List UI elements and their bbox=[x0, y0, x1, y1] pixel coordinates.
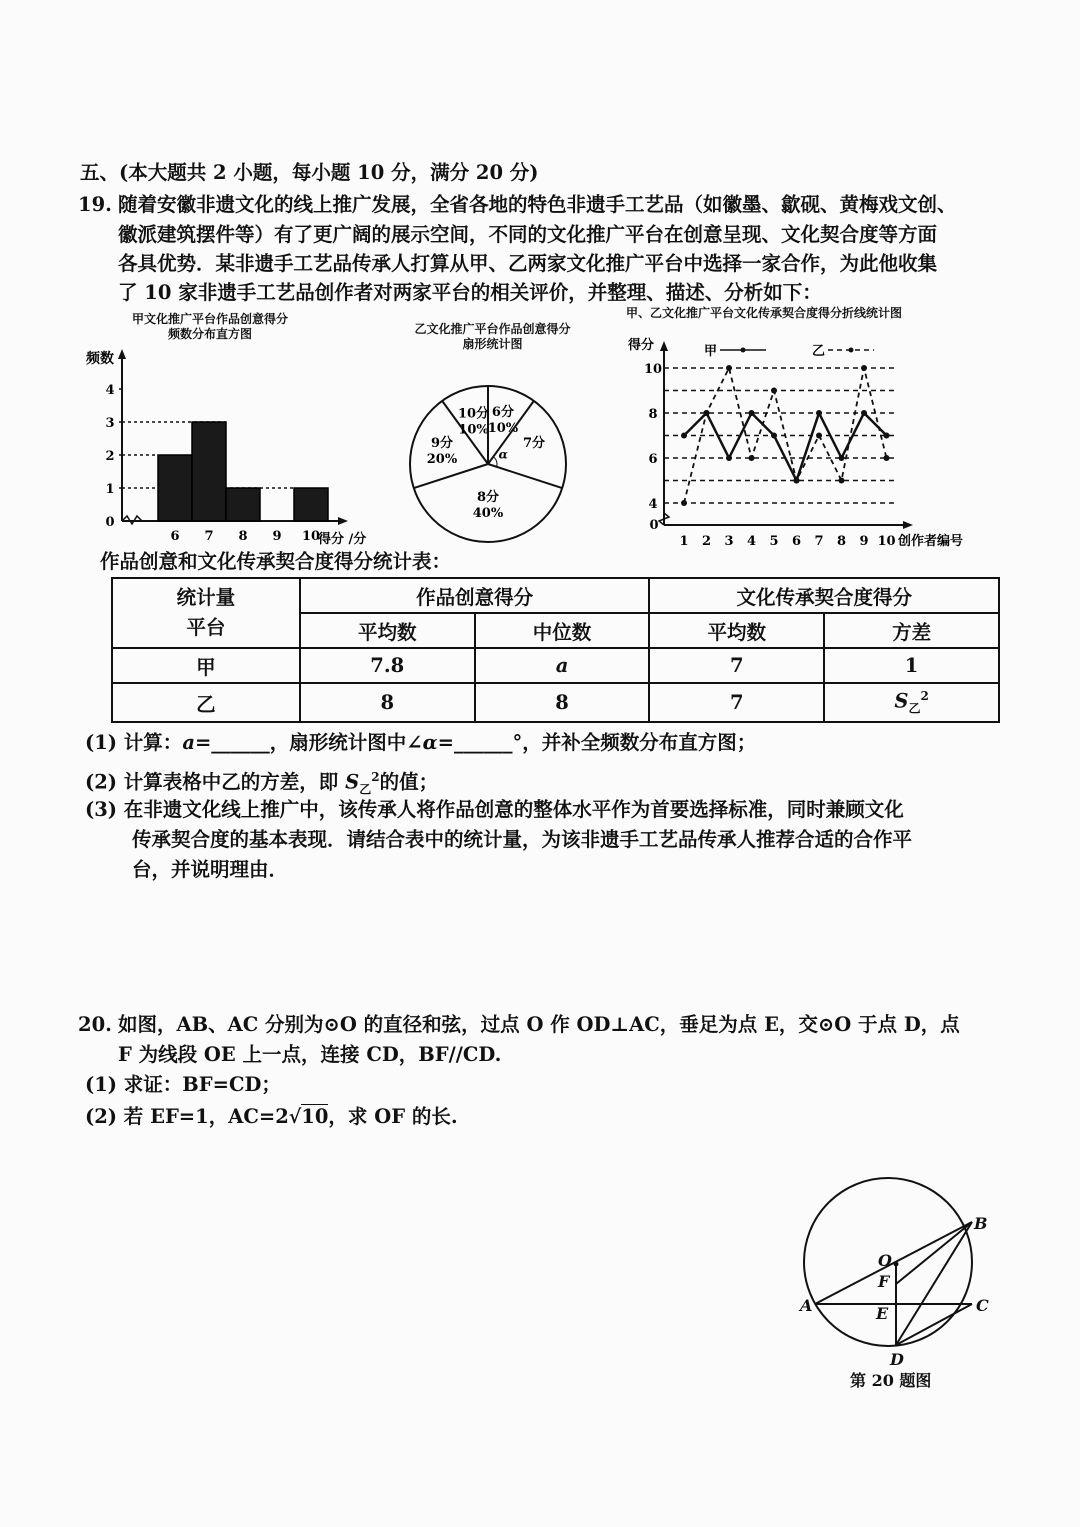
line-legend-label: 乙 bbox=[812, 344, 826, 359]
line-point bbox=[726, 455, 732, 461]
pie-slice-label: 10分 bbox=[457, 406, 490, 422]
cell: 1 bbox=[824, 648, 999, 683]
q19-line-2: 徽派建筑摆件等）有了更广阔的展示空间，不同的文化推广平台在创意呈现、文化契合度等方面 bbox=[118, 223, 938, 246]
pie-slice-percent: 10% bbox=[458, 422, 489, 438]
cell: 7 bbox=[649, 648, 824, 683]
line-chart bbox=[622, 325, 1022, 555]
line-point bbox=[884, 455, 890, 461]
line-xtick-label: 4 bbox=[746, 534, 757, 549]
histogram-ytick-label: 4 bbox=[105, 383, 115, 398]
histogram-bar bbox=[294, 488, 328, 521]
figure-caption: 第 20 题图 bbox=[850, 1371, 932, 1390]
pie-chart bbox=[400, 360, 580, 570]
diameter-ab bbox=[815, 1222, 972, 1304]
line-xtick-label: 6 bbox=[791, 534, 802, 549]
q20-sub1: (1) 求证：BF=CD； bbox=[85, 1073, 281, 1096]
pie-slice-border bbox=[414, 464, 488, 488]
line-point bbox=[726, 365, 732, 371]
histogram-xtick-label: 7 bbox=[204, 529, 214, 544]
subheader-variance: 方差 bbox=[824, 613, 999, 648]
pie-slice-border bbox=[488, 464, 562, 488]
q19-sub2: (2) 计算表格中乙的方差，即 $S_乙^2$的值； bbox=[85, 770, 439, 797]
label-a: A bbox=[800, 1296, 813, 1315]
histogram-title-line-1: 甲文化推广平台作品创意得分 bbox=[131, 312, 288, 326]
cell-variance: $S_乙^2$ bbox=[824, 683, 999, 722]
q20-line-1: 如图，AB、AC 分别为⊙O 的直径和弦，过点 O 作 OD⊥AC，垂足为点 E，交⊙O 于点 D，点 bbox=[118, 1013, 960, 1036]
pie-slice-percent: 40% bbox=[472, 506, 504, 521]
line-ytick-label: 6 bbox=[648, 452, 658, 467]
corner-top: 统计量 bbox=[176, 586, 236, 609]
line-xtick-label: 10 bbox=[877, 534, 896, 549]
q19-line-1: 随着安徽非遗文化的线上推广发展，全省各地的特色非遗手工艺品（如徽墨、歙砚、黄梅戏文创、 bbox=[118, 193, 957, 216]
line-x-arrow bbox=[903, 521, 913, 529]
cell: 7.8 bbox=[300, 648, 475, 683]
table-row bbox=[112, 683, 999, 722]
histogram-y-arrow bbox=[118, 349, 126, 359]
section-header: 五、(本大题共 2 小题，每小题 10 分，满分 20 分) bbox=[80, 161, 539, 184]
q20-line-2: F 为线段 OE 上一点，连接 CD，BF//CD. bbox=[118, 1043, 502, 1066]
row-platform: 乙 bbox=[112, 683, 300, 722]
line-point bbox=[771, 433, 777, 439]
line-point bbox=[681, 433, 687, 439]
q20-sub2: (2) 若 EF=1，AC=2√10，求 OF 的长. bbox=[85, 1105, 458, 1128]
line-point bbox=[839, 455, 845, 461]
histogram-bar bbox=[226, 488, 260, 521]
line-xtick-label: 8 bbox=[836, 534, 847, 549]
table-corner bbox=[112, 578, 300, 648]
label-f: F bbox=[878, 1272, 890, 1291]
line-chart-title: 甲、乙文化推广平台文化传承契合度得分折线统计图 bbox=[626, 306, 903, 320]
q20-number: 20. bbox=[78, 1013, 112, 1036]
line-point bbox=[861, 365, 867, 371]
line-point bbox=[749, 410, 755, 416]
center-point-o bbox=[894, 1262, 899, 1267]
pie-title-line-1: 乙文化推广平台作品创意得分 bbox=[414, 322, 571, 336]
line-xtick-label: 3 bbox=[724, 534, 734, 549]
line-ytick-label: 10 bbox=[643, 362, 663, 377]
q19-line-3: 各具优势．某非遗手工艺品传承人打算从甲、乙两家文化推广平台中选择一家合作，为此他收集 bbox=[118, 252, 938, 275]
line-origin-label: 0 bbox=[649, 518, 659, 533]
line-point bbox=[771, 388, 777, 394]
histogram-x-arrow bbox=[338, 517, 348, 525]
line-ytick-label: 4 bbox=[648, 497, 658, 512]
pie-title bbox=[380, 322, 605, 352]
corner-bottom: 平台 bbox=[186, 616, 226, 639]
line-legend-label: 甲 bbox=[704, 344, 718, 359]
label-e: E bbox=[876, 1304, 889, 1323]
line-point bbox=[681, 500, 687, 506]
histogram-xtick-label: 10 bbox=[301, 529, 321, 544]
histogram-xtick-label: 6 bbox=[170, 529, 180, 544]
pie-slice-percent: 20% bbox=[426, 452, 458, 468]
cell: a bbox=[475, 648, 650, 683]
line-xlabel: 创作者编号 bbox=[898, 534, 964, 549]
label-c: C bbox=[976, 1296, 989, 1315]
histogram-xtick-label: 9 bbox=[272, 529, 282, 544]
pie-slice-label: 6分 bbox=[491, 405, 514, 421]
line-xtick-label: 7 bbox=[814, 534, 824, 549]
histogram-ytick-label: 0 bbox=[105, 515, 115, 530]
histogram-xtick-label: 8 bbox=[238, 529, 248, 544]
line-point bbox=[704, 410, 710, 416]
q19-sub3-line-1: (3) 在非遗文化线上推广中，该传承人将作品创意的整体水平作为首要选择标准，同时兼顾文化 bbox=[85, 798, 904, 821]
line-ylabel: 得分 bbox=[628, 338, 655, 353]
q19-line-4: 了 10 家非遗手工艺品创作者对两家平台的相关评价，并整理、描述、分析如下： bbox=[118, 281, 822, 304]
line-point bbox=[749, 455, 755, 461]
label-o: O bbox=[878, 1251, 892, 1270]
subheader-median: 中位数 bbox=[475, 613, 650, 648]
stats-table bbox=[111, 577, 1000, 723]
segment-cd bbox=[896, 1304, 972, 1345]
label-d: D bbox=[890, 1350, 904, 1365]
pie-slice-label: 8分 bbox=[476, 490, 500, 505]
histogram-ylabel: 频数 bbox=[86, 351, 114, 367]
histogram-xlabel: 得分 /分 bbox=[318, 532, 367, 547]
line-point bbox=[816, 410, 822, 416]
line-ytick-label: 8 bbox=[648, 407, 658, 422]
segment-bf bbox=[896, 1222, 972, 1284]
line-xtick-label: 1 bbox=[679, 534, 689, 549]
cell: 8 bbox=[300, 683, 475, 722]
cell: 8 bbox=[475, 683, 650, 722]
histogram-bar bbox=[192, 422, 226, 521]
subheader-mean-2: 平均数 bbox=[649, 613, 824, 648]
line-point bbox=[839, 478, 845, 484]
pie-title-line-2: 扇形统计图 bbox=[462, 337, 523, 351]
label-b: B bbox=[974, 1214, 988, 1233]
line-point bbox=[884, 433, 890, 439]
q19-sub3-line-3: 台，并说明理由． bbox=[132, 858, 289, 881]
pie-angle-label: α bbox=[498, 447, 508, 462]
line-point bbox=[794, 478, 800, 484]
histogram-bar bbox=[158, 455, 192, 521]
group-culture: 文化传承契合度得分 bbox=[649, 578, 999, 613]
group-creativity: 作品创意得分 bbox=[300, 578, 650, 613]
subheader-mean-1: 平均数 bbox=[300, 613, 475, 648]
histogram-ytick-label: 1 bbox=[105, 482, 115, 497]
pie-slice-percent: 10% bbox=[487, 421, 519, 437]
row-platform: 甲 bbox=[112, 648, 300, 683]
q19-sub1: (1) 计算：a=______，扇形统计图中∠α=______°，并补全频数分布直方图； bbox=[85, 731, 757, 754]
line-xtick-label: 5 bbox=[769, 534, 779, 549]
histogram-chart bbox=[80, 345, 400, 550]
pie-slice-label: 9分 bbox=[430, 436, 454, 452]
line-point bbox=[861, 410, 867, 416]
line-point bbox=[816, 433, 822, 439]
pie-slice-label: 7分 bbox=[522, 436, 546, 452]
line-legend-marker bbox=[849, 348, 854, 353]
histogram-ytick-label: 2 bbox=[105, 449, 115, 464]
q19-number: 19. bbox=[78, 193, 112, 216]
histogram-title-line-2: 频数分布直方图 bbox=[167, 327, 252, 341]
table-header-row bbox=[112, 578, 999, 613]
q19-sub3-line-2: 传承契合度的基本表现．请结合表中的统计量，为该非遗手工艺品传承人推荐合适的合作平 bbox=[132, 828, 913, 851]
table-caption: 作品创意和文化传承契合度得分统计表： bbox=[100, 550, 452, 573]
table-row bbox=[112, 648, 999, 683]
segment-bd bbox=[896, 1222, 972, 1345]
circle-figure bbox=[790, 1165, 1000, 1365]
line-xtick-label: 2 bbox=[701, 534, 712, 549]
histogram-ytick-label: 3 bbox=[105, 416, 115, 431]
line-series-jia bbox=[684, 413, 887, 481]
line-y-arrow bbox=[660, 341, 668, 351]
line-xtick-label: 9 bbox=[859, 534, 869, 549]
histogram-title bbox=[95, 312, 325, 342]
cell: 7 bbox=[649, 683, 824, 722]
line-legend-marker bbox=[741, 348, 746, 353]
